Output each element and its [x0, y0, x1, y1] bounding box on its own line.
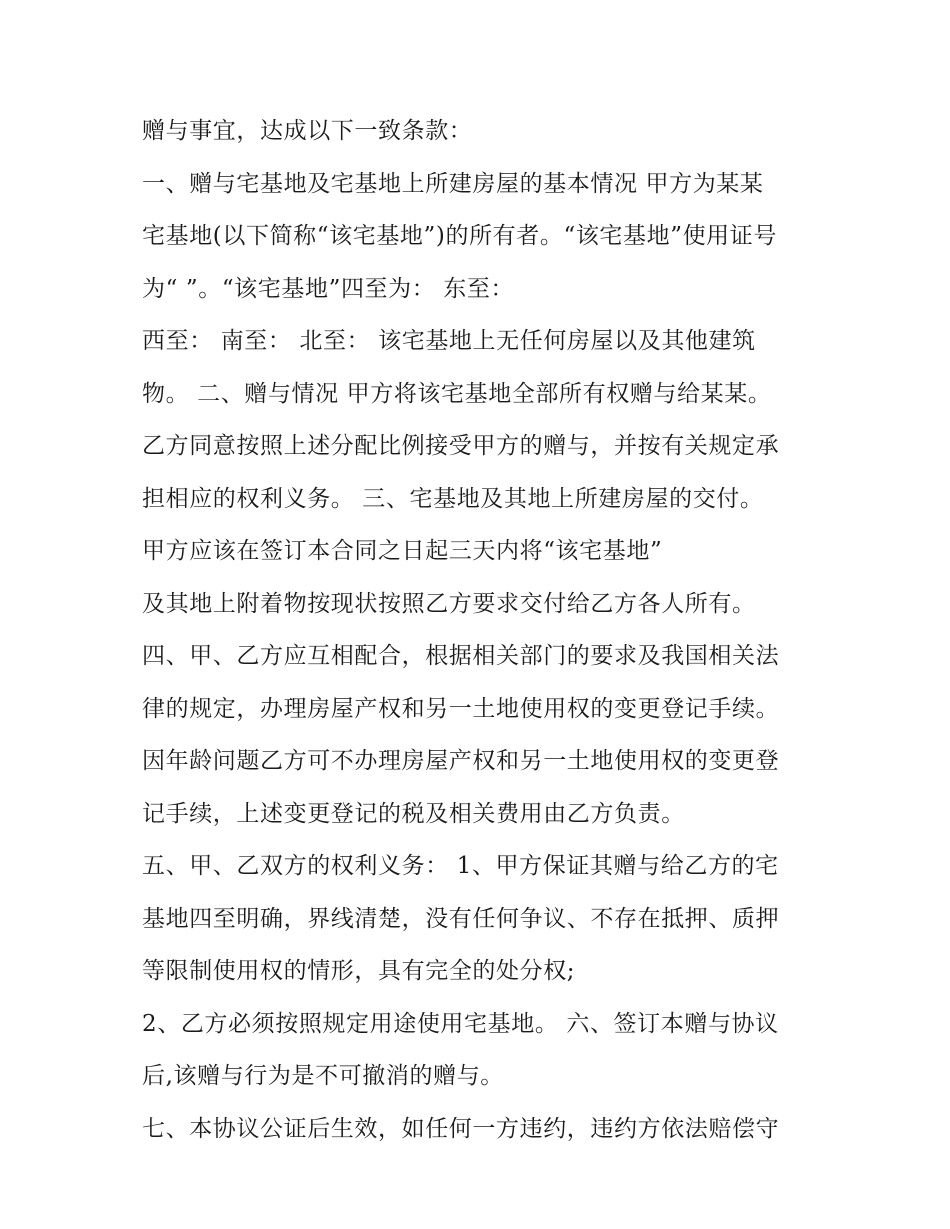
text-line: 后,该赠与行为是不可撤消的赠与。	[142, 1063, 504, 1089]
text-line: 甲方应该在签订本合同之日起三天内将“该宅基地”	[142, 538, 663, 564]
text-line: 及其地上附着物按现状按照乙方要求交付给乙方各人所有。	[142, 590, 756, 617]
text-line: 基地四至明确，界线清楚，没有任何争议、不存在抵押、质押	[142, 905, 780, 932]
text-line: 宅基地(以下简称“该宅基地”)的所有者。“该宅基地”使用证号	[142, 223, 777, 249]
text-line: 律的规定，办理房屋产权和另一土地使用权的变更登记手续。	[142, 695, 780, 722]
text-line: 五、甲、乙双方的权利义务： 1、甲方保证其赠与给乙方的宅	[142, 853, 779, 879]
text-line: 乙方同意按照上述分配比例接受甲方的赠与，并按有关规定承	[142, 433, 780, 459]
text-line: 一、赠与宅基地及宅基地上所建房屋的基本情况 甲方为某某	[142, 170, 764, 197]
text-line: 2、乙方必须按照规定用途使用宅基地。 六、签订本赠与协议	[142, 1010, 779, 1037]
text-line: 等限制使用权的情形，具有完全的处分权;	[142, 958, 576, 984]
text-line: 为“ ”。“该宅基地”四至为： 东至：	[142, 275, 515, 302]
text-line: 西至： 南至： 北至： 该宅基地上无任何房屋以及其他建筑	[142, 328, 756, 354]
text-line: 记手续，上述变更登记的税及相关费用由乙方负责。	[142, 800, 685, 827]
text-line: 因年龄问题乙方可不办理房屋产权和另一土地使用权的变更登	[142, 748, 780, 774]
text-line: 七、本协议公证后生效，如任何一方违约，违约方依法赔偿守	[142, 1115, 780, 1142]
text-line: 物。 二、赠与情况 甲方将该宅基地全部所有权赠与给某某。	[142, 380, 772, 407]
document-body	[142, 112, 822, 1162]
text-line: 担相应的权利义务。 三、宅基地及其地上所建房屋的交付。	[142, 485, 764, 512]
text-line: 赠与事宜，达成以下一致条款：	[142, 118, 473, 144]
text-line: 四、甲、乙方应互相配合，根据相关部门的要求及我国相关法	[142, 643, 780, 669]
